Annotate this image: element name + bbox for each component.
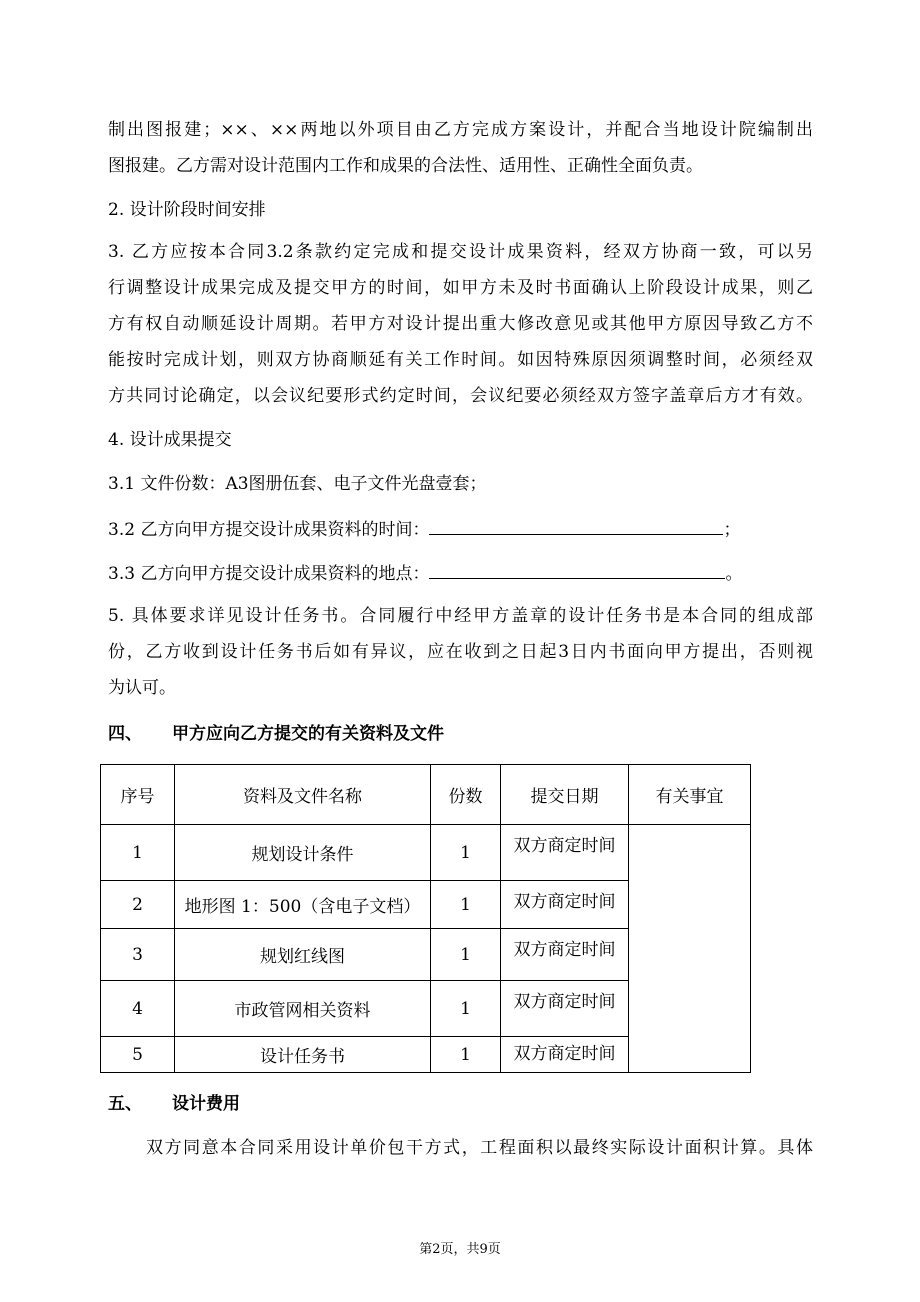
paragraph-line: 制出图报建；××、××两地以外项目由乙方完成方案设计，并配合当地设计院编制出 (108, 120, 813, 140)
list-item-3-1: 3.1 文件份数：A3图册伍套、电子文件光盘壹套； (108, 474, 487, 494)
table-cell: 1 (101, 825, 175, 881)
paragraph-line: 图报建。乙方需对设计范围内工作和成果的合法性、适用性、正确性全面负责。 (108, 156, 703, 176)
table-row (101, 825, 751, 881)
table-header-cell: 份数 (431, 765, 501, 825)
table-cell: 5 (101, 1037, 175, 1073)
table-cell: 2 (101, 881, 175, 929)
list-item-3-line: 3. 乙方应按本合同3.2条款约定完成和提交设计成果资料，经双方协商一致，可以另 (108, 242, 813, 262)
table-cell: 1 (431, 981, 501, 1037)
list-item-3-3 (108, 560, 813, 586)
table-cell: 双方商定时间 (501, 981, 629, 1037)
section-5-heading (108, 1092, 813, 1116)
table-cell: 1 (431, 881, 501, 929)
item-3-3-end: 。 (725, 564, 743, 584)
table-cell: 1 (431, 929, 501, 981)
blank-underline (429, 516, 723, 535)
section-5-number: 五、 (108, 1094, 142, 1114)
item-3-2-label: 3.2 乙方向甲方提交设计成果资料的时间： (108, 520, 430, 540)
table-cell: 1 (431, 1037, 501, 1073)
table-cell: 双方商定时间 (501, 929, 629, 981)
table-header-row (101, 765, 751, 825)
list-item-3-line: 方共同讨论确定，以会议纪要形式约定时间，会议纪要必须经双方签字盖章后方才有效。 (108, 386, 813, 406)
table-header-cell: 序号 (101, 765, 175, 825)
table-header-cell: 提交日期 (501, 765, 629, 825)
blank-underline (429, 560, 725, 579)
table-cell: 市政管网相关资料 (175, 981, 431, 1037)
table-cell: 规划设计条件 (175, 825, 431, 881)
list-item-3-line: 能按时完成计划，则双方协商顺延有关工作时间。如因特殊原因须调整时间，必须经双 (108, 350, 813, 370)
list-item-5-line: 5. 具体要求详见设计任务书。合同履行中经甲方盖章的设计任务书是本合同的组成部 (108, 606, 813, 626)
list-item-5-line: 份，乙方收到设计任务书后如有异议，应在收到之日起3日内书面向甲方提出，否则视 (108, 642, 813, 662)
table-cell: 双方商定时间 (501, 881, 629, 929)
item-3-2-end: ； (723, 520, 741, 540)
table-cell: 地形图 1：500（含电子文档） (175, 881, 431, 929)
list-item-3-2 (108, 516, 813, 542)
section-4-heading (108, 722, 813, 746)
table-header-cell: 资料及文件名称 (175, 765, 431, 825)
item-3-3-label: 3.3 乙方向甲方提交设计成果资料的地点： (108, 564, 430, 584)
section-5-title: 设计费用 (172, 1094, 240, 1114)
page-footer: 第2页，共9页 (419, 1242, 501, 1257)
table-cell-remarks (629, 825, 751, 1073)
documents-table (100, 764, 751, 1073)
table-cell: 1 (431, 825, 501, 881)
list-item-3-line: 方有权自动顺延设计周期。若甲方对设计提出重大修改意见或其他甲方原因导致乙方不 (108, 314, 813, 334)
list-item-4: 4. 设计成果提交 (108, 430, 232, 450)
table-cell: 双方商定时间 (501, 1037, 629, 1073)
list-item-5-line: 为认可。 (108, 678, 176, 698)
table-cell: 规划红线图 (175, 929, 431, 981)
section-4-title: 甲方应向乙方提交的有关资料及文件 (172, 724, 444, 744)
table-cell: 设计任务书 (175, 1037, 431, 1073)
section-4-number: 四、 (108, 724, 142, 744)
section-5-body-line: 双方同意本合同采用设计单价包干方式，工程面积以最终实际设计面积计算。具体 (146, 1138, 813, 1158)
table-header-cell: 有关事宜 (629, 765, 751, 825)
list-item-2: 2. 设计阶段时间安排 (108, 200, 266, 220)
table-cell: 双方商定时间 (501, 825, 629, 881)
list-item-3-line: 行调整设计成果完成及提交甲方的时间，如甲方未及时书面确认上阶段设计成果，则乙 (108, 278, 813, 298)
table-cell: 4 (101, 981, 175, 1037)
table-cell: 3 (101, 929, 175, 981)
